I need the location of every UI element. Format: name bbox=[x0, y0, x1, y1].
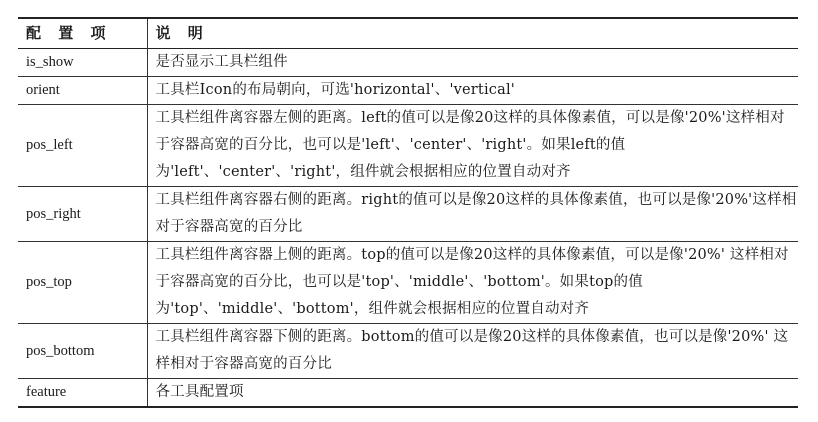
row-key: pos_top bbox=[18, 242, 147, 324]
row-description: 工具栏组件离容器右侧的距离。right的值可以是像20这样的具体像素值，也可以是像'20%'这样相对于容器高宽的百分比 bbox=[155, 192, 797, 235]
row-key: pos_right bbox=[18, 187, 147, 242]
header-description: 说 明 bbox=[155, 24, 209, 42]
table-row bbox=[18, 77, 798, 105]
table-row bbox=[18, 49, 798, 77]
row-description: 是否显示工具栏组件 bbox=[155, 54, 288, 70]
row-key: pos_bottom bbox=[18, 324, 147, 379]
table-row bbox=[18, 187, 798, 242]
table-header-row bbox=[18, 18, 798, 49]
table-row bbox=[18, 242, 798, 324]
table-row bbox=[18, 105, 798, 187]
row-description: 工具栏组件离容器上侧的距离。top的值可以是像20这样的具体像素值，可以是像'20%' 这样相对于容器高宽的百分比，也可以是'top'、'middle'、'bottom'。如果top的值为'top'、'middle'、'bottom'，组件就会根据相应的位置自动对齐 bbox=[155, 247, 789, 317]
header-config-item: 配 置 项 bbox=[18, 18, 147, 49]
row-description: 工具栏组件离容器下侧的距离。bottom的值可以是像20这样的具体像素值，也可以是像'20%' 这样相对于容器高宽的百分比 bbox=[155, 329, 789, 372]
row-key: feature bbox=[18, 379, 147, 408]
row-description: 工具栏Icon的布局朝向，可选'horizontal'、'vertical' bbox=[155, 82, 515, 98]
table-row bbox=[18, 379, 798, 408]
row-key: pos_left bbox=[18, 105, 147, 187]
config-table bbox=[18, 17, 798, 408]
row-key: orient bbox=[18, 77, 147, 105]
row-key: is_show bbox=[18, 49, 147, 77]
table-row bbox=[18, 324, 798, 379]
row-description: 各工具配置项 bbox=[155, 384, 244, 400]
row-description: 工具栏组件离容器左侧的距离。left的值可以是像20这样的具体像素值，可以是像'20%'这样相对于容器高宽的百分比，也可以是'left'、'center'、'right'。如果left的值为'left'、'center'、'right'，组件就会根据相应的位置自动对齐 bbox=[155, 110, 785, 180]
